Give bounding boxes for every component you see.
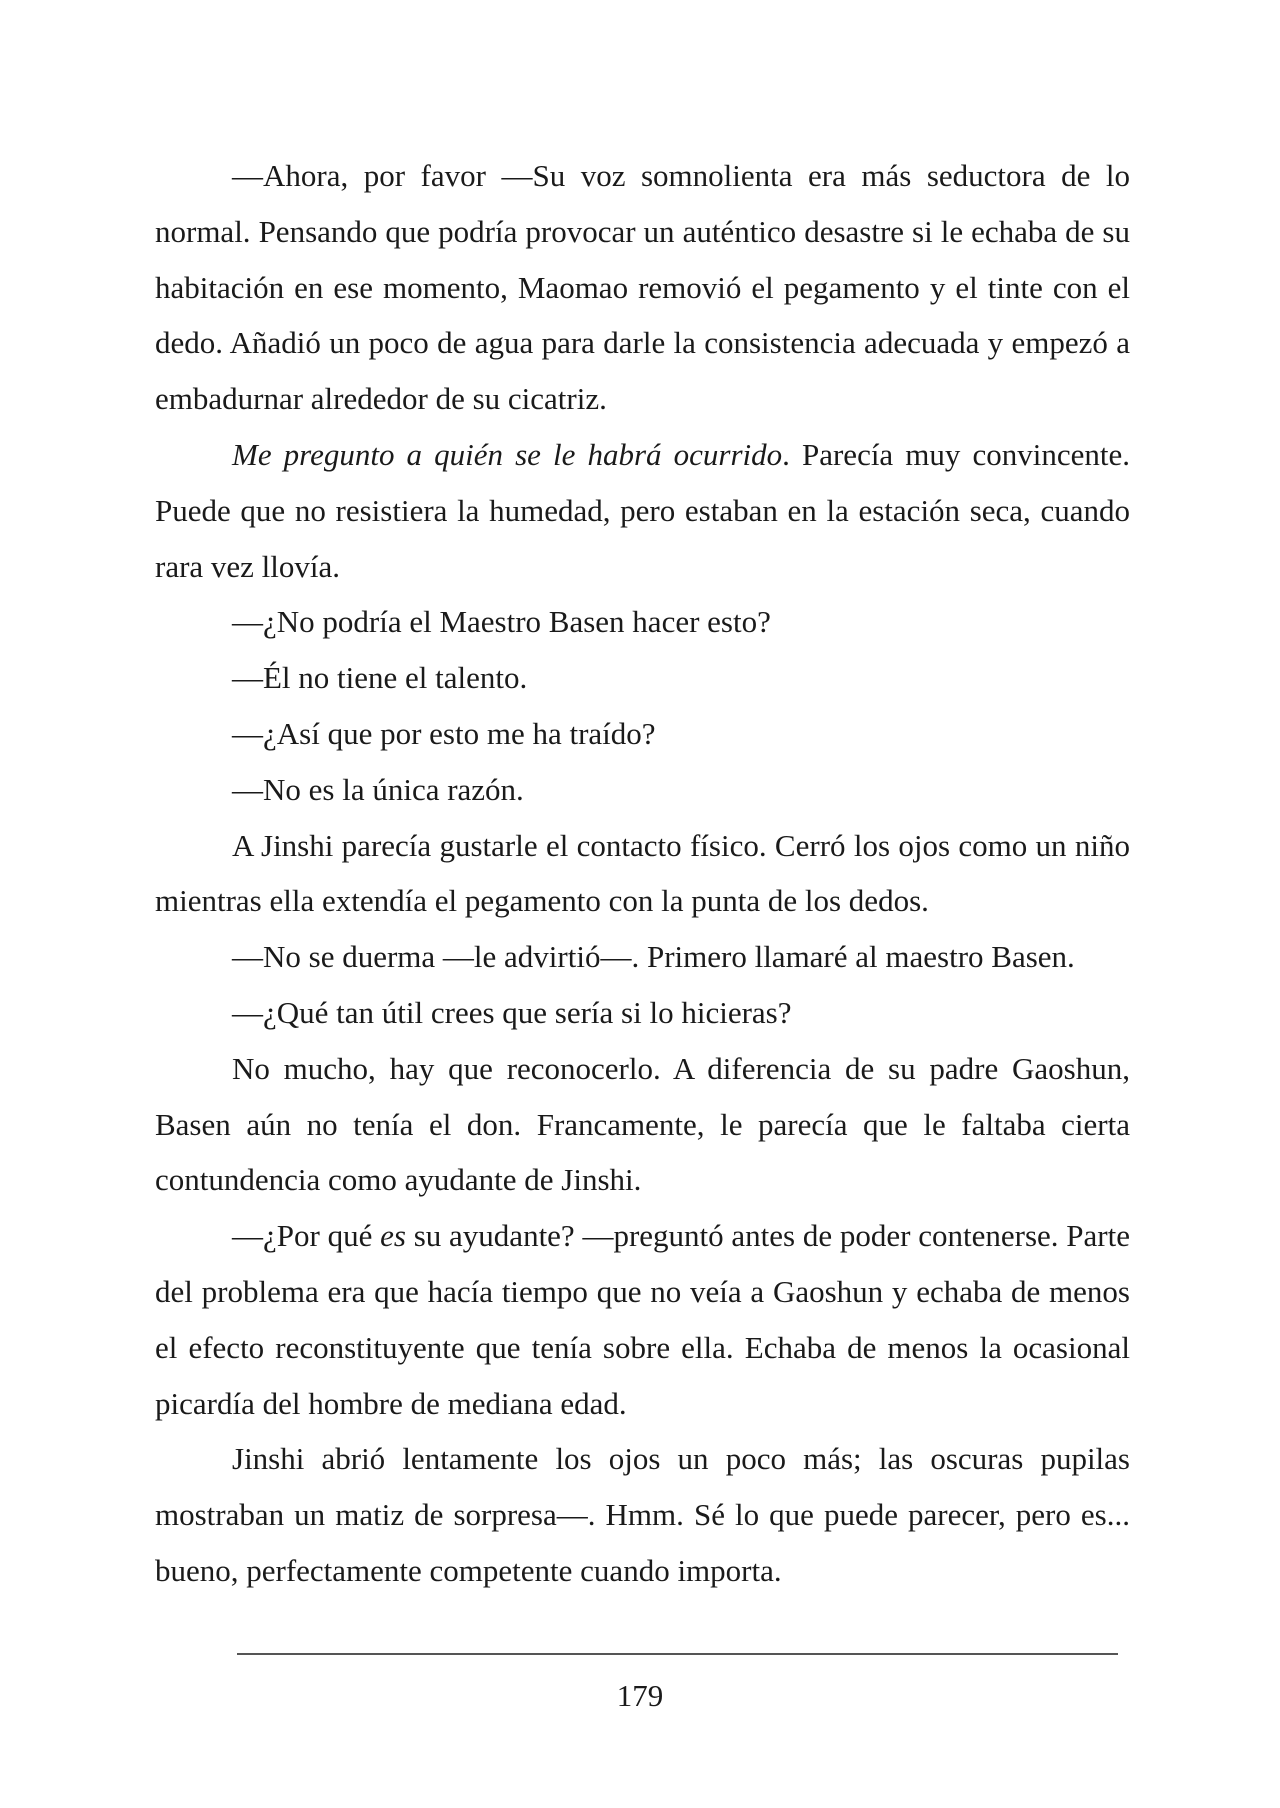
paragraph-7	[155, 818, 1130, 930]
paragraph-3	[155, 594, 1130, 650]
paragraph-10	[155, 1041, 1130, 1208]
paragraph-11-text-a: —¿Por qué	[232, 1218, 381, 1254]
paragraph-1	[155, 148, 1130, 427]
paragraph-11-text-b: su ayudante? —preguntó antes de poder contenerse. Parte del problema era que hacía tiempo que no veía a Gaoshun y echaba de menos el efecto reconstituyente que tenía sobre ella. Echaba de menos la ocasional picardía del hombre de mediana edad.	[155, 1218, 1130, 1421]
page-number: 179	[616, 1678, 664, 1713]
paragraph-2-italic: Me pregunto a quién se le habrá ocurrido	[232, 436, 783, 472]
paragraph-4-text: —Él no tiene el talento.	[232, 660, 528, 696]
paragraph-8-text: —No se duerma —le advirtió—. Primero llamaré al maestro Basen.	[232, 939, 1075, 975]
paragraph-12	[155, 1431, 1130, 1598]
paragraph-7-text: A Jinshi parecía gustarle el contacto físico. Cerró los ojos como un niño mientras ella extendía el pegamento con la punta de los dedos.	[155, 827, 1130, 919]
footer-rule	[237, 1653, 1118, 1655]
paragraph-11-italic: es	[380, 1218, 406, 1254]
paragraph-4	[155, 650, 1130, 706]
paragraph-5-text: —¿Así que por esto me ha traído?	[232, 715, 656, 751]
paragraph-12-text: Jinshi abrió lentamente los ojos un poco más; las oscuras pupilas mostraban un matiz de sorpresa—. Hmm. Sé lo que puede parecer, pero es... bueno, perfectamente competente cuando importa.	[155, 1441, 1130, 1588]
paragraph-1-text: —Ahora, por favor —Su voz somnolienta era más seductora de lo normal. Pensando que podría provocar un auténtico desastre si le echaba de su habitación en ese momento, Maomao removió el pegamento y el tinte con el dedo. Añadió un poco de agua para darle la consistencia adecuada y empezó a embadurnar alrededor de su cicatriz.	[155, 158, 1130, 417]
paragraph-9	[155, 985, 1130, 1041]
paragraph-8	[155, 929, 1130, 985]
paragraph-2-text: . Parecía muy convincente. Puede que no resistiera la humedad, pero estaban en la estación seca, cuando rara vez llovía.	[155, 436, 1131, 584]
paragraph-9-text: —¿Qué tan útil crees que sería si lo hicieras?	[232, 994, 792, 1030]
body-text	[155, 148, 1130, 1599]
paragraph-10-text: No mucho, hay que reconocerlo. A diferencia de su padre Gaoshun, Basen aún no tenía el don. Francamente, le parecía que le faltaba cierta contundencia como ayudante de Jinshi.	[155, 1050, 1130, 1198]
paragraph-6	[155, 762, 1130, 818]
paragraph-2	[155, 427, 1130, 594]
paragraph-5	[155, 706, 1130, 762]
paragraph-3-text: —¿No podría el Maestro Basen hacer esto?	[232, 604, 771, 640]
paragraph-11	[155, 1208, 1130, 1431]
paragraph-6-text: —No es la única razón.	[232, 771, 524, 807]
